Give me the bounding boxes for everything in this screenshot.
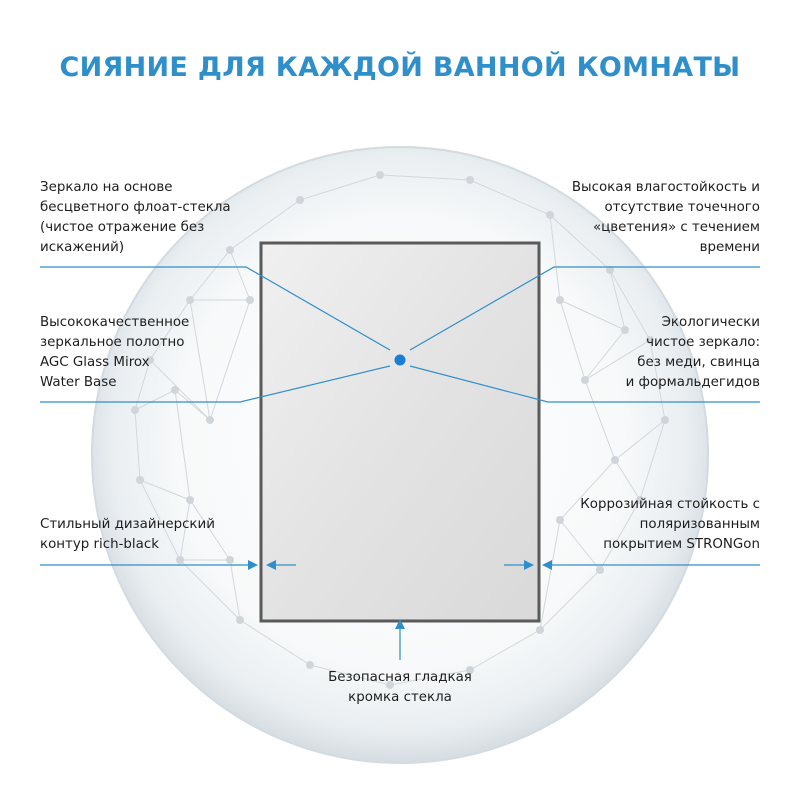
network-node — [556, 296, 564, 304]
page-title: СИЯНИЕ ДЛЯ КАЖДОЙ ВАННОЙ КОМНАТЫ — [59, 52, 741, 83]
network-node — [376, 171, 384, 179]
network-node — [596, 566, 604, 574]
annotation-bottom: Безопасная гладкая кромка стекла — [328, 670, 472, 705]
network-node — [296, 196, 304, 204]
network-node — [581, 376, 589, 384]
network-node — [176, 556, 184, 564]
network-node — [661, 416, 669, 424]
annotation-lower-right: Коррозийная стойкость с поляризованным покрытием STRONGon — [580, 497, 760, 552]
network-node — [206, 416, 214, 424]
network-node — [246, 296, 254, 304]
annotation-top-left: Зеркало на основе бесцветного флоат-стекла (чистое отражение без искажений) — [40, 180, 231, 255]
network-node — [186, 496, 194, 504]
network-node — [466, 176, 474, 184]
network-node — [186, 296, 194, 304]
annotation-top-right: Высокая влагостойкость и отсутствие точечного «цветения» с течением времени — [571, 180, 760, 255]
center-dot — [395, 355, 406, 366]
network-node — [136, 476, 144, 484]
network-node — [546, 211, 554, 219]
annotation-middle-right: Экологически чистое зеркало: без меди, свинца и формальдегидов — [625, 315, 760, 390]
network-node — [536, 626, 544, 634]
network-node — [611, 456, 619, 464]
annotation-lower-left: Стильный дизайнерский контур rich-black — [40, 517, 215, 552]
network-node — [131, 406, 139, 414]
network-node — [226, 556, 234, 564]
annotation-middle-left: Высококачественное зеркальное полотно AGC Glass Mirox Water Base — [40, 315, 190, 390]
network-node — [556, 516, 564, 524]
network-node — [236, 616, 244, 624]
